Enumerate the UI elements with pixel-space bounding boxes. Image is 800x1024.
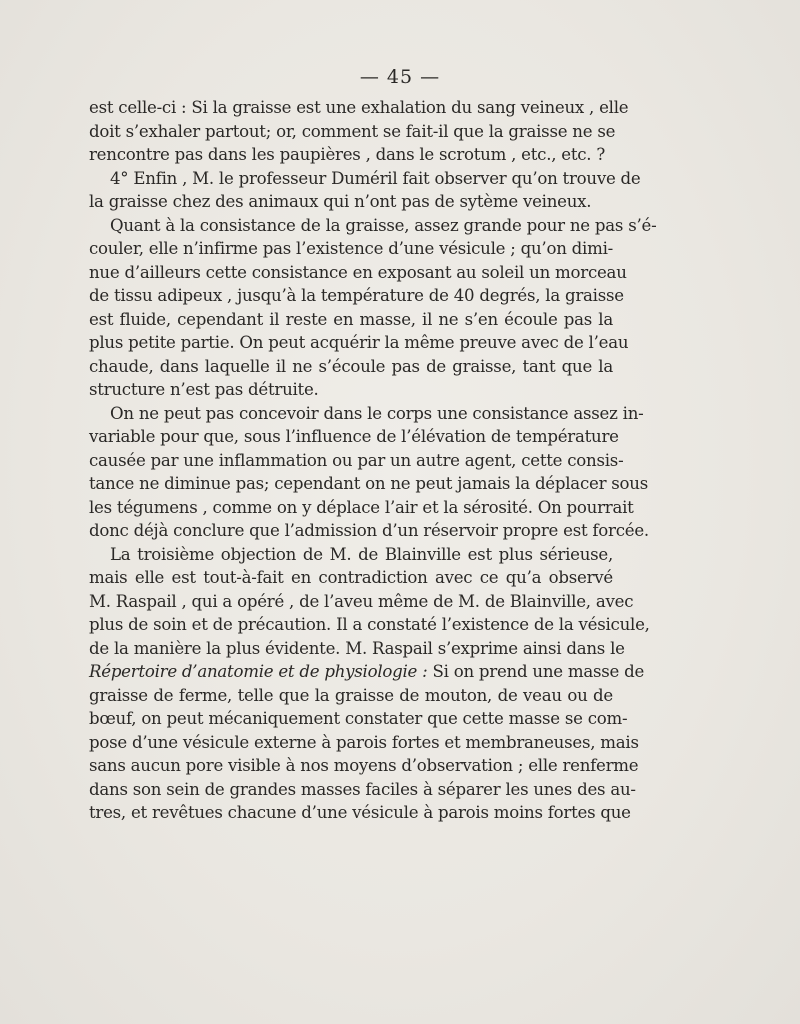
text-line <box>89 308 613 332</box>
text-line-content: donc déjà conclure que l’admission d’un réservoir propre est forcée. <box>89 521 649 540</box>
text-line-content: doit s’exhaler partout; or, comment se fait-il que la graisse ne se <box>89 121 616 141</box>
page-number: — 45 — <box>359 66 441 88</box>
text-line-content: La troisième objection de M. de Blainville est plus sérieuse, <box>110 544 613 564</box>
text-line <box>89 261 627 285</box>
text-line <box>89 801 631 825</box>
text-line-content: de la manière la plus évidente. M. Raspail s’exprime ainsi dans le <box>89 638 625 658</box>
text-line-content: plus petite partie. On peut acquérir la même preuve avec de l’eau <box>89 333 629 352</box>
text-line-content: tres, et revêtues chacune d’une vésicule à parois moins fortes que <box>89 803 631 822</box>
text-line-content: variable pour que, sous l’influence de l’élévation de température <box>89 427 619 446</box>
text-line-content: est fluide, cependant il reste en masse, il ne s’en écoule pas la <box>89 309 613 329</box>
text-line <box>89 637 625 661</box>
text-line <box>89 613 650 637</box>
text-line-content: On ne peut pas concevoir dans le corps une consistance assez in- <box>110 403 644 423</box>
text-line <box>89 449 624 473</box>
text-line-content: nue d’ailleurs cette consistance en exposant au soleil un morceau <box>89 262 627 282</box>
text-line <box>89 754 639 778</box>
text-line-content: est celle-ci : Si la graisse est une exhalation du sang veineux , elle <box>89 98 629 117</box>
text-line-content: les tégumens , comme on y déplace l’air et la sérosité. On pourrait <box>89 497 634 517</box>
text-line-content: M. Raspail , qui a opéré , de l’aveu même de M. de Blainville, avec <box>89 591 634 611</box>
text-line-content: Si on prend une masse de <box>427 662 645 681</box>
text-line <box>89 143 613 167</box>
text-line <box>89 707 628 731</box>
text-line <box>89 519 649 543</box>
text-line <box>89 284 624 308</box>
text-line <box>89 472 648 496</box>
text-line-content: de tissu adipeux , jusqu’à la température de 40 degrés, la graisse <box>89 286 624 305</box>
text-line-content: tance ne diminue pas; cependant on ne peut jamais la déplacer sous <box>89 474 648 493</box>
text-line-content: plus de soin et de précaution. Il a constaté l’existence de la vésicule, <box>89 615 650 634</box>
text-line <box>89 120 616 144</box>
text-line <box>89 96 629 120</box>
text-line <box>89 402 644 426</box>
text-line <box>89 590 634 614</box>
text-line <box>89 190 613 214</box>
text-line <box>89 378 613 402</box>
text-line-content: dans son sein de grandes masses faciles à séparer les unes des au- <box>89 779 636 799</box>
text-line-content: pose d’une vésicule externe à parois fortes et membraneuses, mais <box>89 732 639 752</box>
text-line <box>89 778 636 802</box>
text-line <box>89 167 641 191</box>
text-line-content: Quant à la consistance de la graisse, assez grande pour ne pas s’é- <box>110 215 657 235</box>
text-line-content: bœuf, on peut mécaniquement constater que cette masse se com- <box>89 709 628 728</box>
text-line-content: causée par une inflammation ou par un autre agent, cette consis- <box>89 450 624 470</box>
text-line-content: graisse de ferme, telle que la graisse de mouton, de veau ou de <box>89 685 613 705</box>
text-line <box>89 355 613 379</box>
italic-citation: Répertoire d’anatomie et de physiologie : <box>89 662 428 681</box>
text-line <box>89 331 629 355</box>
text-line-content: couler, elle n’infirme pas l’existence d’une vésicule ; qu’on dimi- <box>89 239 613 258</box>
text-line <box>89 566 613 590</box>
text-line-content: sans aucun pore visible à nos moyens d’observation ; elle renferme <box>89 756 639 775</box>
text-line-content: chaude, dans laquelle il ne s’écoule pas de graisse, tant que la <box>89 356 613 376</box>
text-line <box>89 214 657 238</box>
text-line-content: structure n’est pas détruite. <box>89 380 319 399</box>
text-line-content: rencontre pas dans les paupières , dans le scrotum , etc., etc. ? <box>89 145 605 164</box>
body-text <box>89 96 657 825</box>
text-line <box>89 543 613 567</box>
text-line-content: mais elle est tout-à-fait en contradiction avec ce qu’a observé <box>89 568 613 587</box>
text-line <box>89 684 613 708</box>
text-line-content: la graisse chez des animaux qui n’ont pas de sytème veineux. <box>89 192 592 211</box>
text-line <box>89 237 613 261</box>
text-line-content: 4° Enfin , M. le professeur Duméril fait observer qu’on trouve de <box>110 168 641 188</box>
text-line <box>89 425 619 449</box>
text-line <box>89 496 634 520</box>
text-line <box>89 660 645 684</box>
text-line <box>89 731 639 755</box>
